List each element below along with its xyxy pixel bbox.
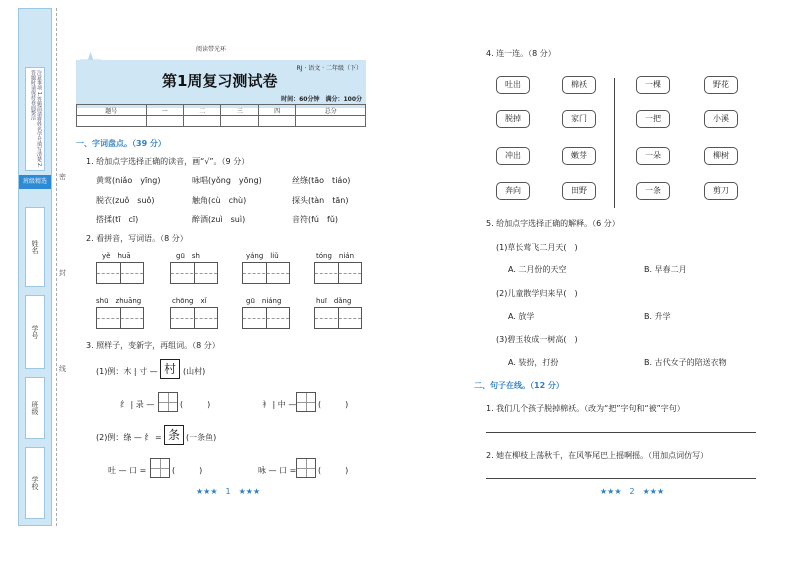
cut-mark-xian: 线 — [59, 365, 66, 373]
example-1-word: (山村) — [183, 367, 206, 376]
match-word[interactable]: 一棵 — [636, 76, 670, 94]
writing-grid[interactable] — [96, 307, 144, 329]
option-b[interactable]: B. 升学 — [644, 312, 671, 321]
question-4: 4. 连一连。（8 分） — [486, 49, 556, 58]
char-answer-box[interactable] — [158, 392, 178, 412]
score-col-header: 三 — [221, 105, 258, 116]
question-2: 2. 看拼音，写词语。（8 分） — [86, 234, 188, 243]
score-cell[interactable] — [146, 116, 183, 127]
cut-mark-mi: 密 — [59, 173, 66, 181]
cut-mark-feng: 封 — [59, 269, 66, 277]
option-b[interactable]: B. 早春二月 — [644, 265, 687, 274]
example-2-word: (一条鱼) — [186, 433, 217, 442]
word-paren[interactable]: ( ) — [318, 400, 349, 409]
word-paren[interactable]: ( ) — [318, 466, 349, 475]
score-cell[interactable] — [296, 116, 366, 127]
compose-prompt: 吐 — 口 = — [108, 466, 147, 475]
score-table — [76, 104, 366, 127]
pinyin-label: tóng nián — [316, 252, 355, 260]
example-1-label: (1)例：木 | 寸 — — [96, 367, 158, 376]
score-cell[interactable] — [77, 116, 147, 127]
class-badge: 班级精选 — [19, 175, 51, 189]
match-word[interactable]: 脱掉 — [496, 110, 530, 128]
class-field[interactable]: 班级 — [25, 377, 45, 439]
example-char-box: 村 — [160, 359, 180, 379]
section-title-sentences: 二、句子在线。（12 分） — [474, 381, 564, 390]
option-a[interactable]: A. 二月份的天空 — [508, 265, 567, 274]
grade-label: RJ · 语文 · 二年级（下） — [296, 65, 362, 72]
sentence-question-1: 1. 我们几个孩子脱掉棉袄。（改为“把”字句和“被”字句） — [486, 404, 685, 413]
score-col-header: 四 — [258, 105, 295, 116]
match-word[interactable]: 一条 — [636, 182, 670, 200]
score-cell[interactable] — [258, 116, 295, 127]
writing-grid[interactable] — [314, 262, 362, 284]
writing-grid[interactable] — [242, 307, 290, 329]
pronunciation-item[interactable]: 搭揉(tī cī) — [96, 215, 139, 224]
pronunciation-item[interactable]: 音符(fú fǔ) — [292, 215, 339, 224]
student-id-field[interactable]: 学号 — [25, 295, 45, 369]
pinyin-label: gū sh — [176, 252, 200, 260]
pinyin-label: yáng liǔ — [246, 252, 279, 260]
pinyin-label: chōng xǐ — [172, 297, 207, 305]
definition-question[interactable]: (2)儿童散学归来早( ) — [496, 289, 578, 298]
notes-box: 注意事项 1.答题前请将姓名学号填写清楚 2.答题时请保持卷面整洁 — [25, 67, 45, 171]
word-paren[interactable]: ( ) — [180, 400, 211, 409]
binding-sidebar — [18, 8, 52, 526]
name-field[interactable]: 姓名 — [25, 207, 45, 287]
pinyin-label: huī dǎng — [316, 297, 352, 305]
match-word[interactable]: 小溪 — [704, 110, 738, 128]
writing-grid[interactable] — [170, 262, 218, 284]
pronunciation-item[interactable]: 丝绦(tāo tiáo) — [292, 176, 351, 185]
compose-prompt: 衤 | 中 — — [262, 400, 297, 409]
sentence-question-2: 2. 她在柳枝上荡秋千，在风筝尾巴上摇啊摇。（用加点词仿写） — [486, 451, 709, 460]
char-answer-box[interactable] — [296, 458, 316, 478]
pronunciation-item[interactable]: 触角(cù chù) — [192, 196, 247, 205]
compose-prompt: 纟 | 录 — — [120, 400, 155, 409]
option-a[interactable]: A. 装扮，打扮 — [508, 358, 559, 367]
pronunciation-item[interactable]: 脱衣(zuǒ suǒ) — [96, 196, 155, 205]
match-word[interactable]: 一朵 — [636, 147, 670, 165]
score-col-header: 题号 — [77, 105, 147, 116]
compose-prompt: 咏 — 口 = — [258, 466, 297, 475]
answer-line[interactable] — [486, 478, 756, 479]
score-cell[interactable] — [184, 116, 221, 127]
definition-question[interactable]: (3)碧玉妆成一树高( ) — [496, 335, 578, 344]
pronunciation-item[interactable]: 探头(tàn tān) — [292, 196, 349, 205]
answer-line[interactable] — [486, 432, 756, 433]
score-col-header: 二 — [184, 105, 221, 116]
word-paren[interactable]: ( ) — [172, 466, 203, 475]
match-divider — [614, 78, 615, 208]
pronunciation-item[interactable]: 咏唱(yǒng yōng) — [192, 176, 262, 185]
series-label: 阅读带光环 — [196, 46, 227, 53]
section-title-words: 一、字词盘点。（39 分） — [76, 139, 166, 148]
question-1: 1. 给加点字选择正确的读音，画“√”。（9 分） — [86, 157, 250, 166]
example-char-box: 条 — [164, 425, 184, 445]
writing-grid[interactable] — [96, 262, 144, 284]
pinyin-label: gū niáng — [246, 297, 282, 305]
score-cell[interactable] — [221, 116, 258, 127]
definition-question[interactable]: (1)草长莺飞二月天( ) — [496, 243, 578, 252]
char-answer-box[interactable] — [150, 458, 170, 478]
example-2-label: (2)例：绦 — 纟 = — [96, 433, 162, 442]
score-col-header: 总分 — [296, 105, 366, 116]
pronunciation-item[interactable]: 醉酒(zuì suì) — [192, 215, 246, 224]
match-word[interactable]: 柳树 — [704, 147, 738, 165]
score-col-header: 一 — [146, 105, 183, 116]
test-header — [76, 46, 366, 108]
question-3: 3. 照样子，变新字，再组词。（8 分） — [86, 341, 220, 350]
pinyin-label: shū zhuāng — [96, 297, 142, 305]
page-number-1: ★★★ 1 ★★★ — [196, 487, 261, 496]
cut-line — [56, 8, 66, 526]
pronunciation-item[interactable]: 黄莺(niǎo yīng) — [96, 176, 161, 185]
pinyin-label: yě huā — [102, 252, 131, 260]
option-a[interactable]: A. 放学 — [508, 312, 535, 321]
match-word[interactable]: 棉袄 — [562, 76, 596, 94]
option-b[interactable]: B. 古代女子的陪送衣物 — [644, 358, 727, 367]
match-word[interactable]: 吐出 — [496, 76, 530, 94]
writing-grid[interactable] — [314, 307, 362, 329]
page-number-2: ★★★ 2 ★★★ — [600, 487, 665, 496]
match-word[interactable]: 嫩芽 — [562, 147, 596, 165]
match-word[interactable]: 剪刀 — [704, 182, 738, 200]
match-word[interactable]: 家门 — [562, 110, 596, 128]
time-score-label: 时间：60分钟 满分：100分 — [281, 96, 362, 103]
match-word[interactable]: 冲出 — [496, 147, 530, 165]
question-5: 5. 给加点字选择正确的解释。（6 分） — [486, 219, 620, 228]
writing-grid[interactable] — [170, 307, 218, 329]
page-title: 第1周复习测试卷 — [162, 72, 278, 90]
match-word[interactable]: 田野 — [562, 182, 596, 200]
char-answer-box[interactable] — [296, 392, 316, 412]
writing-grid[interactable] — [242, 262, 290, 284]
match-word[interactable]: 一把 — [636, 110, 670, 128]
school-field[interactable]: 学校 — [25, 447, 45, 519]
match-word[interactable]: 野花 — [704, 76, 738, 94]
match-word[interactable]: 奔向 — [496, 182, 530, 200]
